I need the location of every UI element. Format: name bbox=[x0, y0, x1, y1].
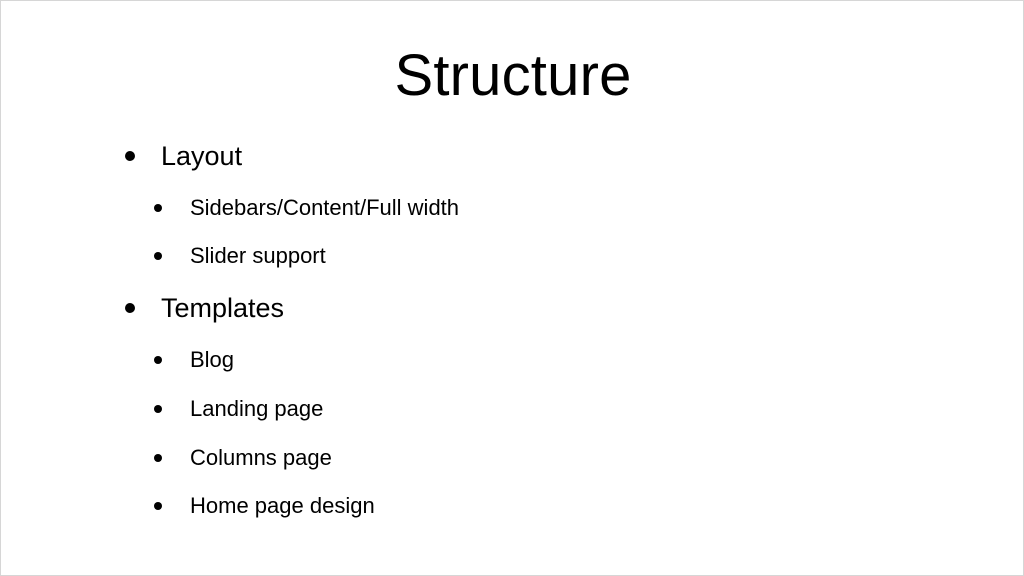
sub-bullet-text: Sidebars/Content/Full width bbox=[190, 195, 460, 220]
sub-bullet-dot-icon bbox=[154, 405, 162, 413]
bullet-dot-icon bbox=[125, 303, 135, 313]
bullet-text: Templates bbox=[161, 293, 285, 323]
sub-bullet-text: Landing page bbox=[190, 396, 324, 421]
bullet-dot-icon bbox=[125, 151, 135, 161]
sub-bullet-dot-icon bbox=[154, 356, 162, 364]
sub-bullet-text: Blog bbox=[190, 347, 235, 372]
sub-bullet-dot-icon bbox=[154, 502, 162, 510]
bullet-text: Layout bbox=[161, 141, 243, 171]
sub-bullet-dot-icon bbox=[154, 204, 162, 212]
slide-title: Structure bbox=[394, 43, 632, 108]
sub-bullet-text: Slider support bbox=[190, 243, 326, 268]
sub-bullet-text: Home page design bbox=[190, 493, 375, 518]
sub-bullet-dot-icon bbox=[154, 252, 162, 260]
sub-bullet-text: Columns page bbox=[190, 445, 332, 470]
sub-bullet-dot-icon bbox=[154, 454, 162, 462]
